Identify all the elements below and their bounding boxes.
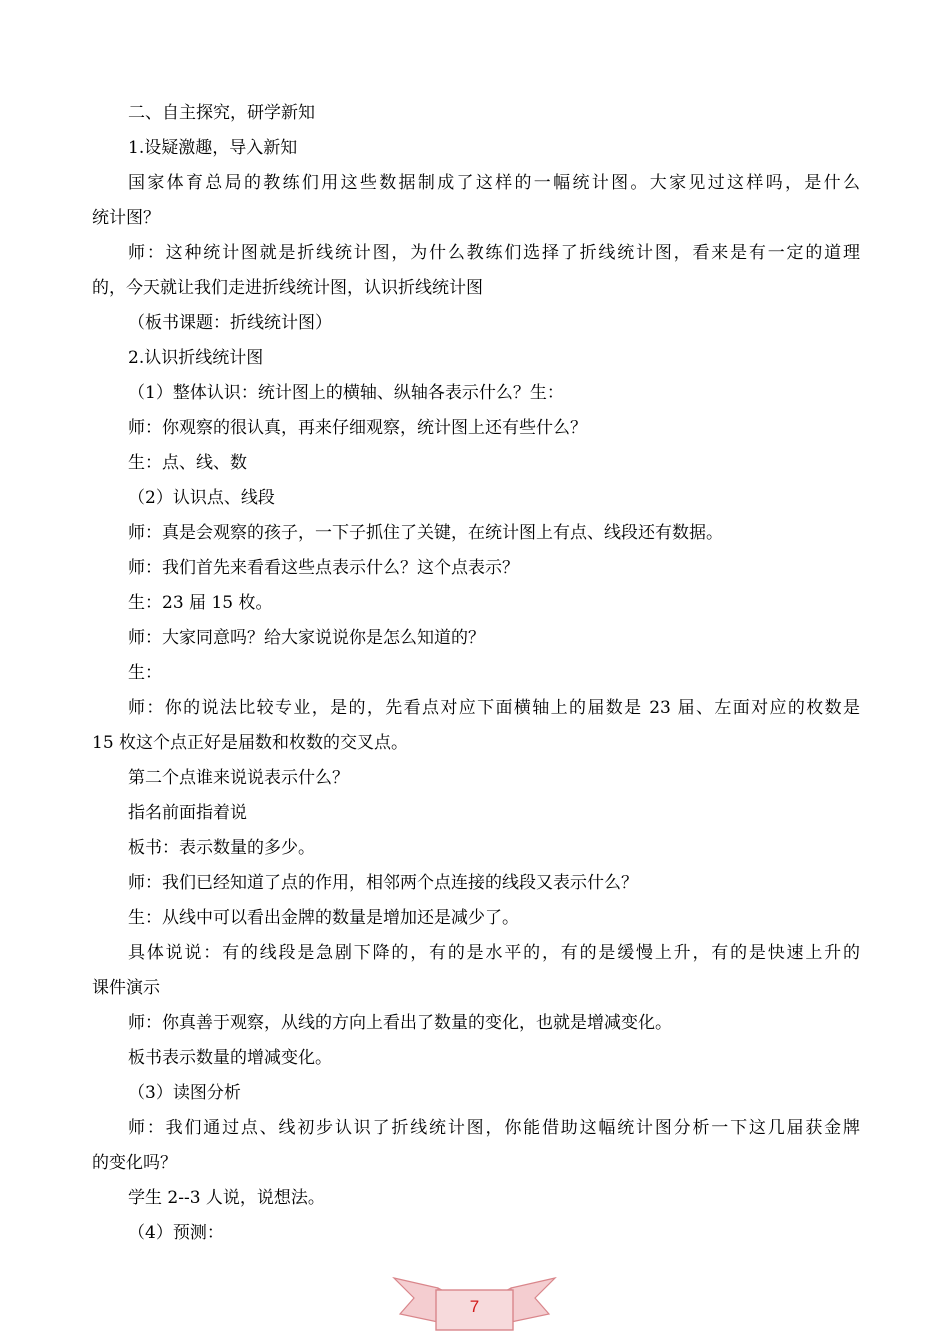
paragraph-line: 课件演示 bbox=[92, 978, 160, 998]
paragraph: （3）读图分析 bbox=[128, 1083, 241, 1103]
paragraph: （2）认识点、线段 bbox=[128, 488, 275, 508]
paragraph-line: 的变化吗？ bbox=[92, 1153, 177, 1173]
paragraph-line: 具体说说：有的线段是急剧下降的，有的是水平的，有的是缓慢上升，有的是快速上升的 bbox=[128, 943, 860, 963]
paragraph: 生：点、线、数 bbox=[128, 453, 247, 473]
paragraph-line: 的，今天就让我们走进折线统计图，认识折线统计图 bbox=[92, 278, 483, 298]
paragraph: 师：真是会观察的孩子，一下子抓住了关键，在统计图上有点、线段还有数据。 bbox=[128, 523, 723, 543]
paragraph: 第二个点谁来说说表示什么？ bbox=[128, 768, 349, 788]
paragraph: 师：你真善于观察，从线的方向上看出了数量的变化，也就是增减变化。 bbox=[128, 1013, 672, 1033]
paragraph: 二、自主探究，研学新知 bbox=[128, 103, 315, 123]
paragraph: 师：我们已经知道了点的作用，相邻两个点连接的线段又表示什么？ bbox=[128, 873, 638, 893]
paragraph: 2.认识折线统计图 bbox=[128, 348, 264, 368]
paragraph: 生： bbox=[128, 663, 162, 683]
paragraph: 师：你观察的很认真，再来仔细观察，统计图上还有些什么？ bbox=[128, 418, 587, 438]
paragraph bbox=[92, 691, 860, 761]
page-footer bbox=[392, 1270, 557, 1336]
paragraph: 学生 2--3 人说，说想法。 bbox=[128, 1188, 325, 1208]
paragraph: 1.设疑激趣，导入新知 bbox=[128, 138, 298, 158]
paragraph-line: 15 枚这个点正好是届数和枚数的交叉点。 bbox=[92, 733, 409, 753]
paragraph: （板书课题：折线统计图） bbox=[128, 313, 332, 333]
paragraph-line: 统计图？ bbox=[92, 208, 160, 228]
paragraph: 板书表示数量的增减变化。 bbox=[128, 1048, 332, 1068]
paragraph bbox=[92, 1111, 860, 1181]
paragraph bbox=[92, 936, 860, 1006]
paragraph-line: 国家体育总局的教练们用这些数据制成了这样的一幅统计图。大家见过这样吗，是什么 bbox=[128, 173, 860, 193]
paragraph: 生：从线中可以看出金牌的数量是增加还是减少了。 bbox=[128, 908, 519, 928]
paragraph: （4）预测： bbox=[128, 1223, 224, 1243]
paragraph-line: 师：你的说法比较专业，是的，先看点对应下面横轴上的届数是 23 届、左面对应的枚数是 bbox=[128, 698, 860, 718]
paragraph bbox=[92, 166, 860, 236]
paragraph: 板书：表示数量的多少。 bbox=[128, 838, 315, 858]
page-number: 7 bbox=[469, 1297, 480, 1316]
paragraph-line: 师：我们通过点、线初步认识了折线统计图，你能借助这幅统计图分析一下这几届获金牌 bbox=[128, 1118, 860, 1138]
paragraph: 生：23 届 15 枚。 bbox=[128, 593, 273, 613]
paragraph: （1）整体认识：统计图上的横轴、纵轴各表示什么？生： bbox=[128, 383, 564, 403]
paragraph: 师：我们首先来看看这些点表示什么？这个点表示？ bbox=[128, 558, 519, 578]
paragraph: 指名前面指着说 bbox=[128, 803, 247, 823]
paragraph: 师：大家同意吗？给大家说说你是怎么知道的？ bbox=[128, 628, 485, 648]
paragraph-line: 师：这种统计图就是折线统计图，为什么教练们选择了折线统计图，看来是有一定的道理 bbox=[128, 243, 860, 263]
paragraph bbox=[92, 236, 860, 306]
